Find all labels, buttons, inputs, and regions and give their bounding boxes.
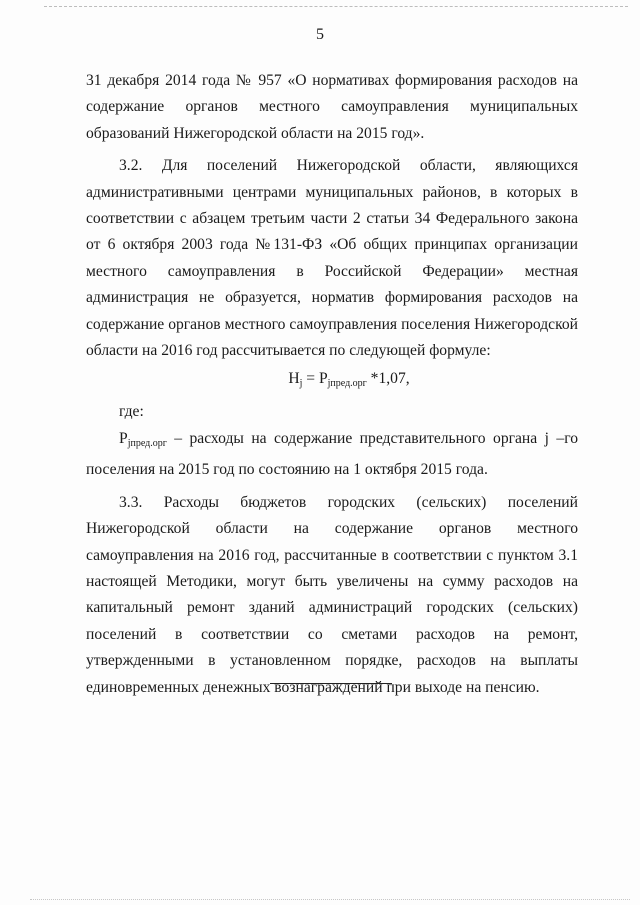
definition-symbol: Р xyxy=(119,429,128,447)
formula-rhs: Р xyxy=(318,370,328,388)
paragraph-3-2: 3.2. Для поселений Нижегородской области, являющихся административными центрами муниципальных районов, в которых в соответствии с абзацем третьим части 2 статьи 34 Федерального закона от 6 октября 2003 года №131-ФЗ «Об общих принципах организации местного самоуправления в Российской Федерации» местная администрация не образуется, норматив формирования расходов на содержание органов местного самоуправления поселения Нижегородской области на 2016 год рассчитывается по следующей формуле: xyxy=(86,157,578,360)
paragraph-continuation: 31 декабря 2014 года № 957 «О нормативах формирования расходов на содержание органов местного самоуправления муниципальных образований Нижегородской области на 2015 год». xyxy=(86,72,578,142)
formula-equals: = xyxy=(302,370,319,388)
definition-symbol-subscript: jпред.орг xyxy=(127,437,167,449)
formula-tail: *1,07, xyxy=(366,370,410,388)
formula xyxy=(86,366,578,397)
document-body xyxy=(86,68,578,701)
scan-artifact-top xyxy=(44,6,628,7)
formula-rhs-subscript: jпред.орг xyxy=(327,378,367,390)
where-label: где: xyxy=(119,403,144,421)
end-of-text-rule xyxy=(270,683,392,684)
page-number: 5 xyxy=(316,26,324,43)
definition-text: – расходы на содержание представительного органа j –го поселения на 2015 год по состоянию на 1 октября 2015 года. xyxy=(86,429,578,479)
formula-lhs-subscript: j xyxy=(299,378,303,390)
definition-paragraph xyxy=(86,426,578,484)
formula-lhs: Н xyxy=(288,370,300,388)
paragraph-3-3: 3.3. Расходы бюджетов городских (сельских) поселений Нижегородской области на содержание органов местного самоуправления на 2016 год, рассчитанные в соответствии с пунктом 3.1 настоящей Методики, могут быть увеличены на сумму расходов на капитальный ремонт зданий администраций городских (сельских) поселений в соответствии со сметами расходов на ремонт, утвержденными в установленном порядке, расходов на выплаты единовременных денежных вознаграждений при выходе на пенсию. xyxy=(86,493,578,696)
scan-artifact-bottom xyxy=(30,899,630,900)
